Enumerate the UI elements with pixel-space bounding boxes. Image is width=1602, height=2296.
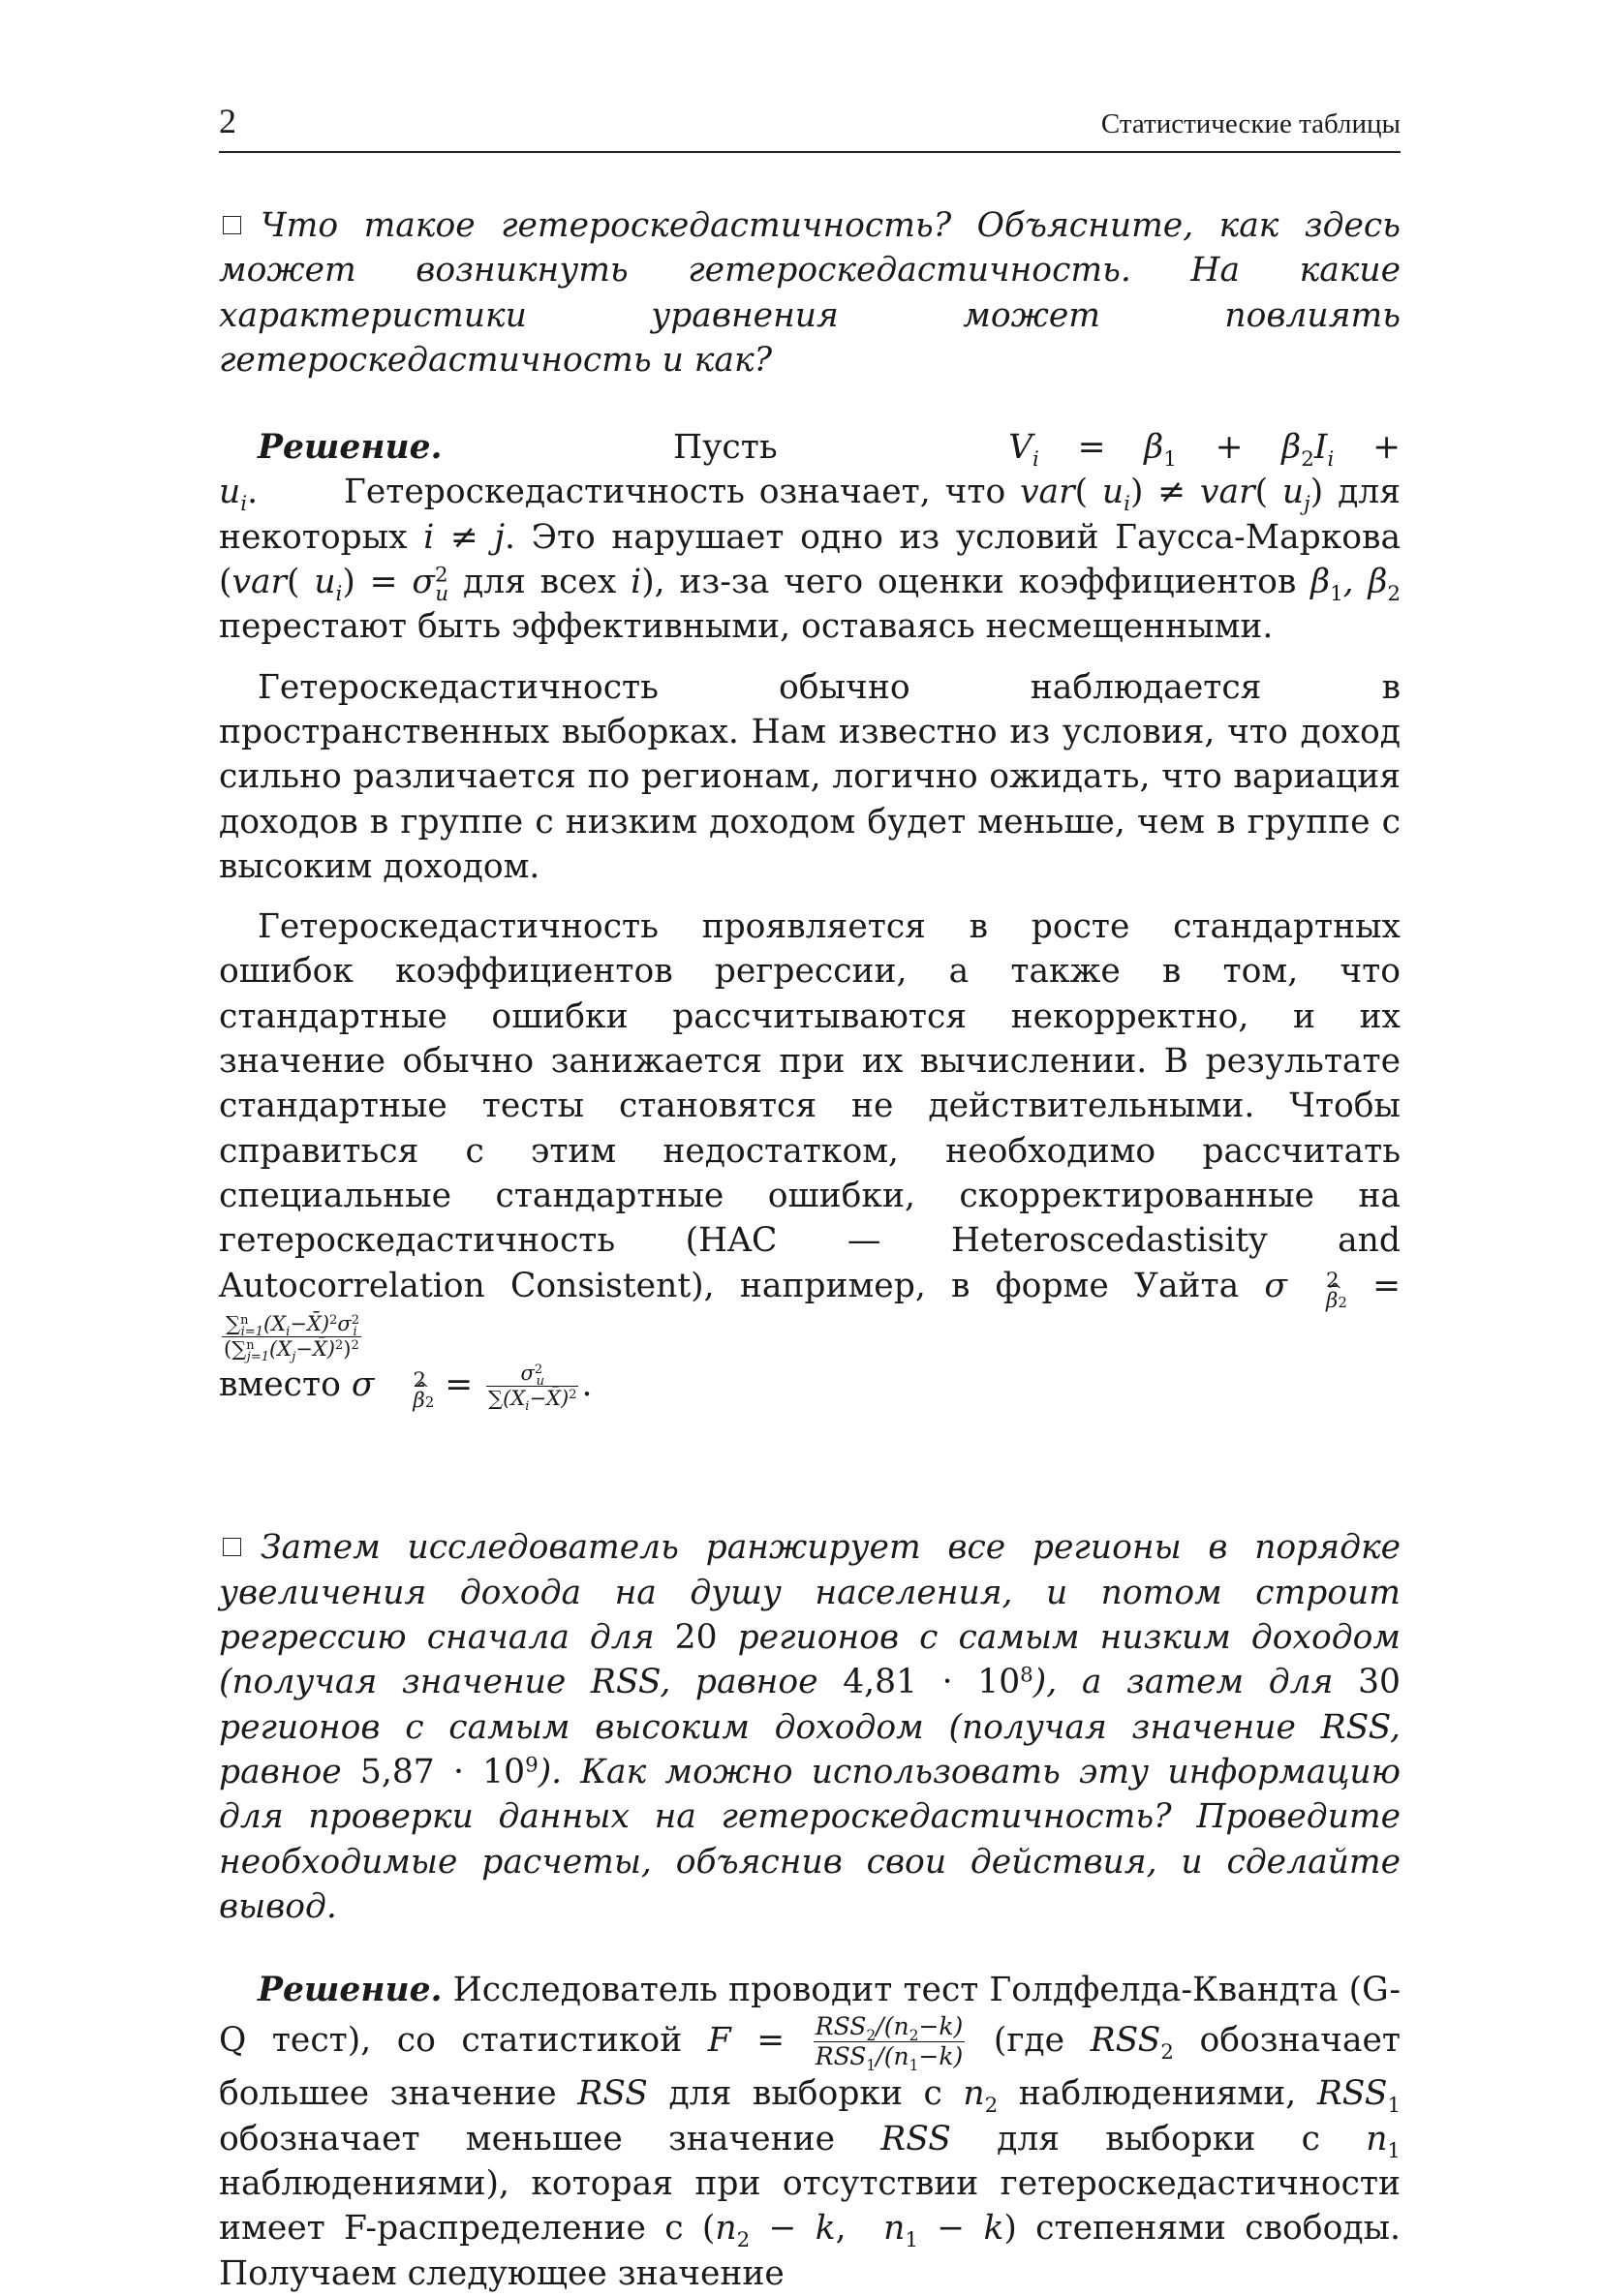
solution-label: Решение.	[258, 1971, 443, 2010]
variance-inequality: var	[1020, 473, 1075, 512]
question-2: Затем исследователь ранжирует все регионы в порядке увеличения дохода на душу населения, и потом строит регрессию сначала для 20 регионов с самым низким доходом (получая значение RSS, равное $4,81 \cdot 10^8$), а затем для 30 регионов с самым высоким доходом (получая значение RSS, равное $5,87 \cdot 10^9$). Как можно использовать эту информацию для проверки данных на гетероскедастичность? Проведите необходимые расчеты, объяснив свои действия, и сделайте вывод.	[219, 1528, 1402, 1926]
white-fraction: $\frac{\sum^n_{i=1}(X_i-X̄)^2\sigma^2_i}{(\sum^n_{j=1}(X_j-X̄)^2)^2}$	[224, 1311, 359, 1364]
rss-low-value: $4,81 \cdot 10^8$	[843, 1663, 1033, 1702]
white-se-formula: σ 2 ^ β2	[1264, 1267, 1346, 1305]
solution-1-paragraph-3: Гетероскедастичность проявляется в росте стандартных ошибок коэффициентов регрессии, а также в том, что стандартные ошибки рассчитываются некорректно, и их значение обычно занижается при их вычислении. В результате стандартные тесты становятся не действительными. Чтобы справиться с этим недостатком, необходимо рассчитать специальные стандартные ошибки, скорректированные на гетероскедастичность (HAC — Heteroscedastisity and Autocorrelation Consistent), например, в форме Уайта σ 2 ^ β2 = $\frac{\sum^n_{i=1}(X_i-X̄)^2\sigma^2_i}{(\sum^n_{j=1}(X_j-X̄)^2)^2}$ вместо σ 2 ^ β2 = $\frac{\sigma^2_u}{\sum(X_i-X̄)^2}$ .	[219, 904, 1401, 1411]
question-checkbox-icon	[223, 216, 241, 234]
question-checkbox-icon	[223, 1538, 241, 1556]
rss-high-value: $5,87 \cdot 10^9$	[359, 1752, 539, 1791]
gq-statistic: F	[707, 2021, 731, 2061]
ols-se-formula: σ 2 ^ β2	[352, 1365, 434, 1404]
page	[219, 93, 1401, 2296]
regression-equation: $V_i = \beta_1 + \beta_2I_i + u_i$	[219, 428, 1401, 517]
gq-fraction: $\frac{RSS_2/(n_2-k)}{RSS_1/(n_1-k)}$	[815, 2012, 964, 2075]
page-header	[219, 93, 1401, 153]
question-1-text: Что такое гетероскедастичность? Объясните, как здесь может возникнуть гетероскедастичность. На какие характеристики уравнения может повлиять гетероскедастичность и как?	[219, 206, 1401, 380]
question-1	[219, 203, 1401, 383]
solution-1-paragraph-1: Решение. Пусть $V_i = \beta_1 + \beta_2I_i + u_i$. Гетероскедастичность означает, что var( $u_i) \ne var$( $u_j$) для некоторых i ≠ j. Это нарушает одно из условий Гаусса-Маркова (var( $u_i) = \sigma^2_u$ для всех i), из-за чего оценки коэффициентов $\beta_1$, $\beta_2$ перестают быть эффективными, оставаясь несмещенными.	[219, 428, 1402, 647]
solution-2-paragraph: Решение. Исследователь проводит тест Голдфелда-Квандта (G-Q тест), со статистикой F = $\frac{RSS_2/(n_2-k)}{RSS_1/(n_1-k)}$ (где $RSS_2$ обозначает большее значение RSS для выборки с $n_2$ наблюдениями, $RSS_1$ обозначает меньшее значение RSS для выборки с $n_1$ наблюдениями), которая при отсутствии гетероскедастичности имеет F-распределение с ($n_2 - k$, $n_1 - k$) степенями свободы. Получаем следующее значение	[219, 1971, 1402, 2293]
solution-label: Решение.	[258, 428, 443, 468]
page-number: 2	[219, 102, 236, 140]
solution-1-paragraph-2: Гетероскедастичность обычно наблюдается в пространственных выборках. Нам известно из условия, что доход сильно различается по регионам, логично ожидать, что вариация доходов в группе с низким доходом будет меньше, чем в группе с высоким доходом.	[219, 667, 1401, 886]
running-title: Статистические таблицы	[1100, 108, 1401, 139]
ols-fraction: $\frac{\sigma^2_u}{\sum(X_i-X̄)^2}$	[488, 1362, 577, 1415]
